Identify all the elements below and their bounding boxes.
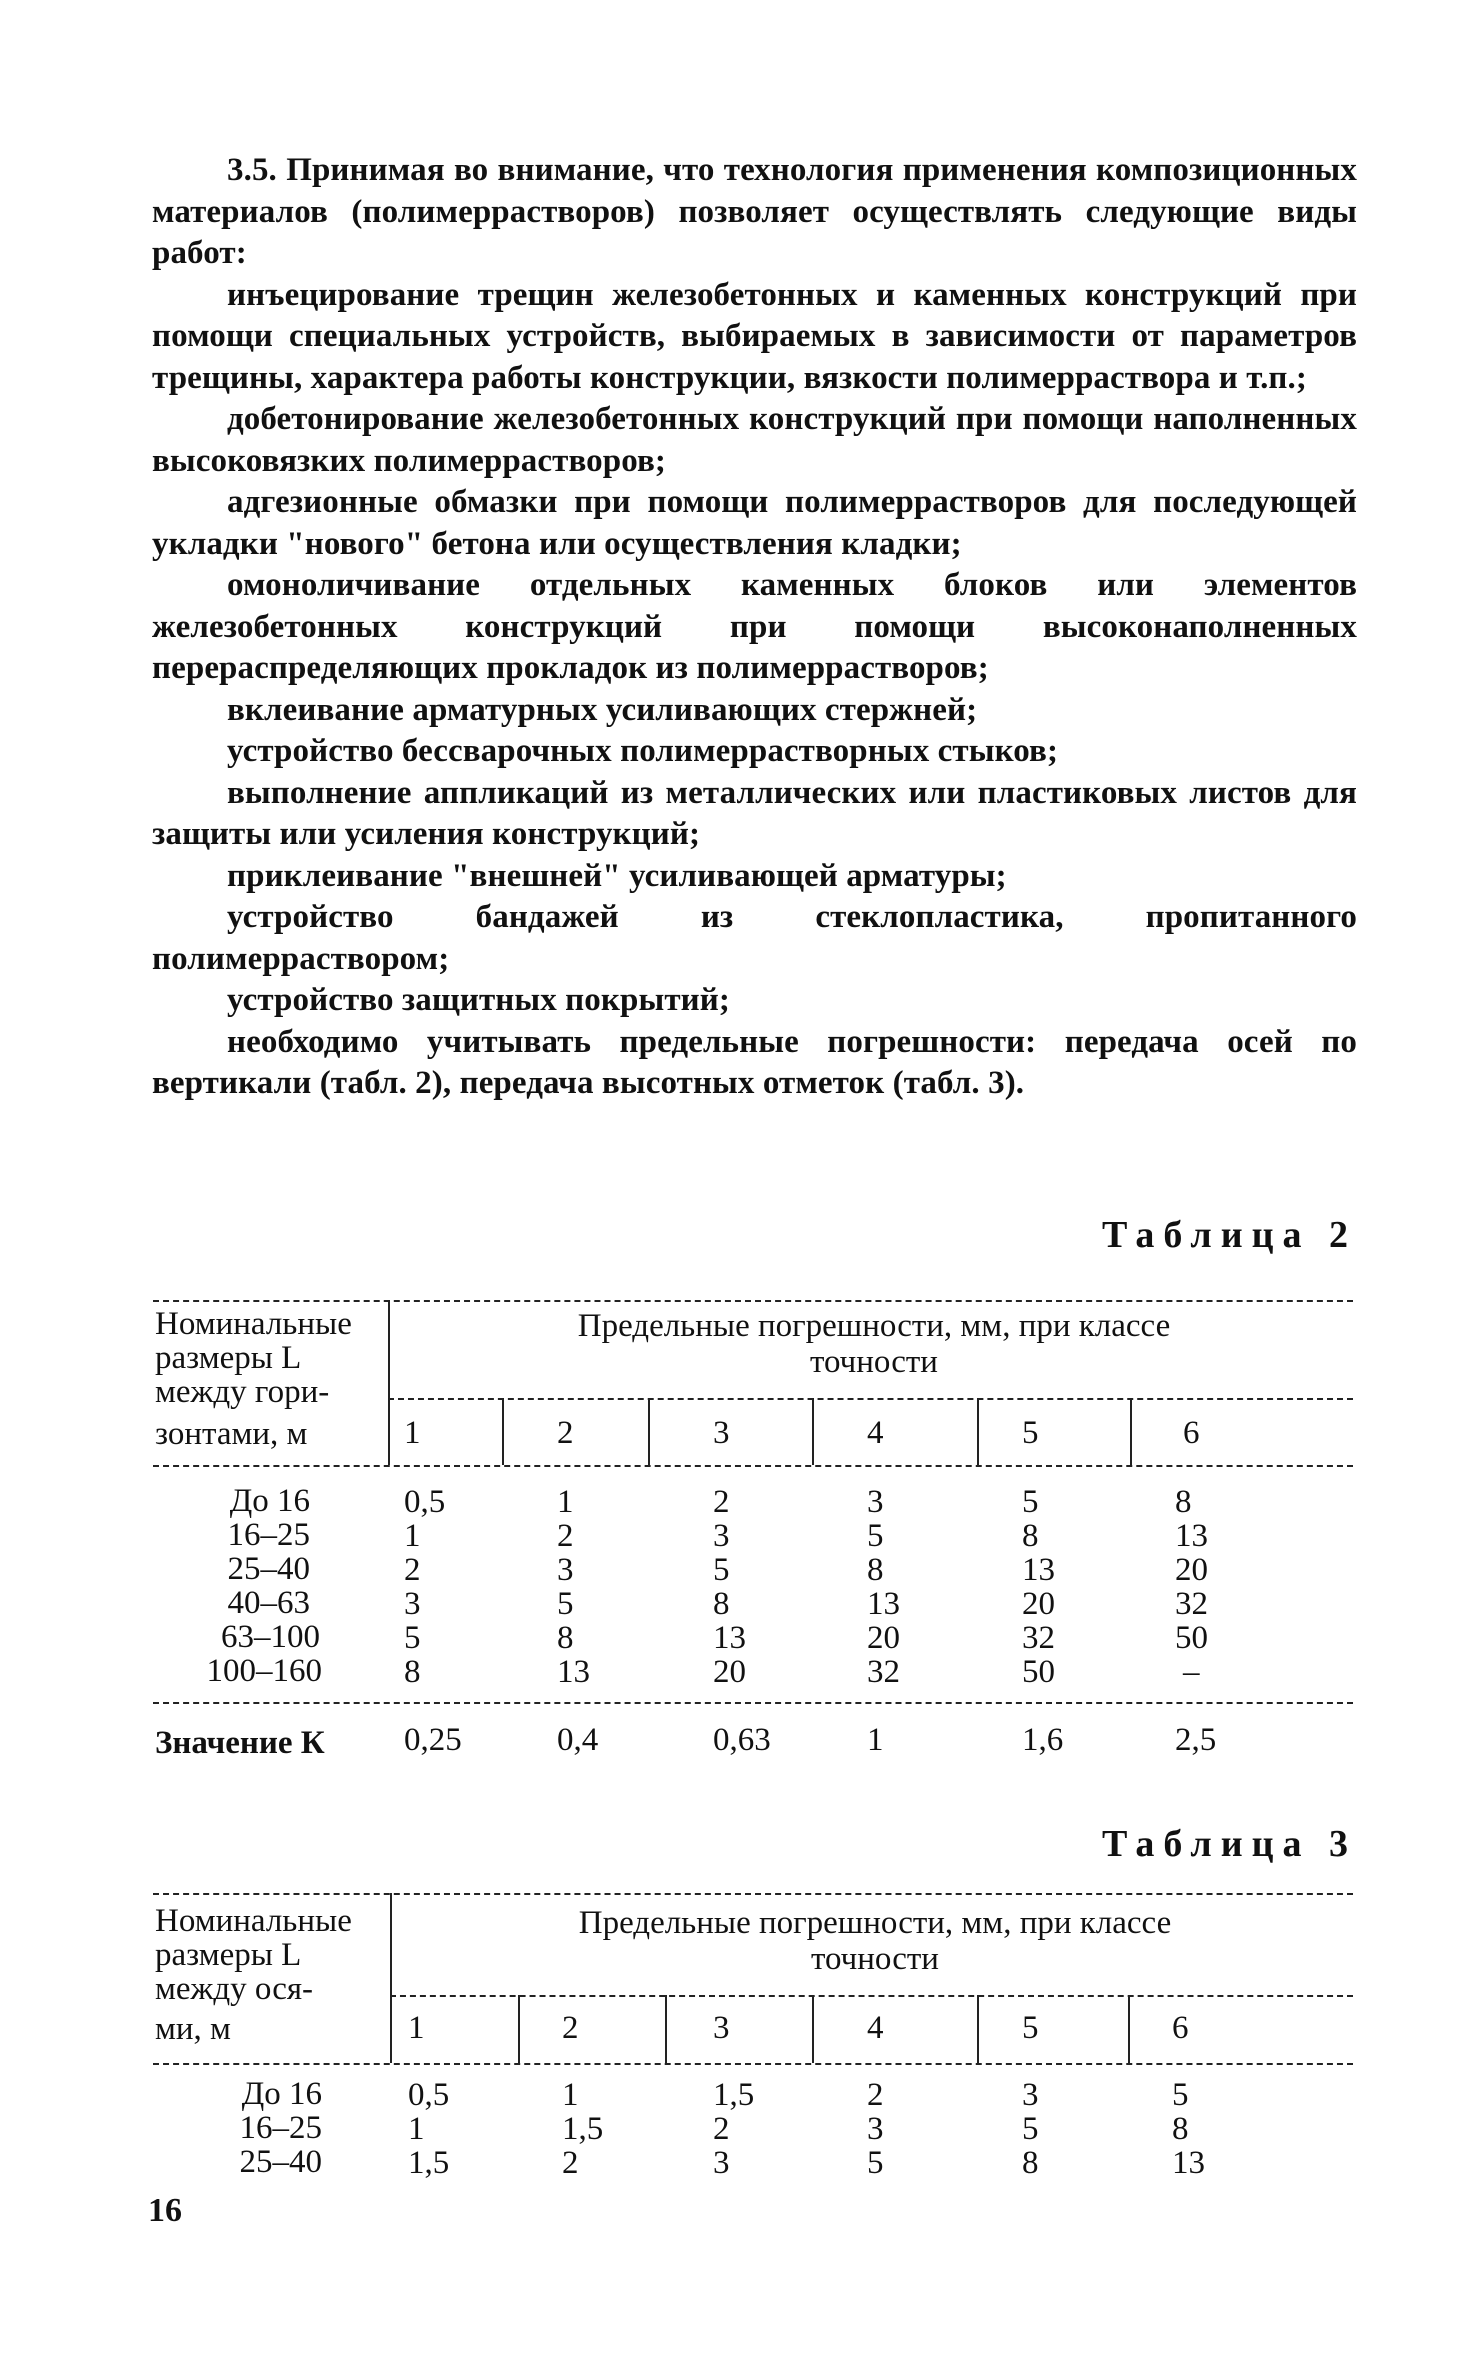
body-text xyxy=(152,150,1357,1105)
table2-span-header-line: точности xyxy=(810,1344,938,1380)
table3-cell: 2 xyxy=(867,2077,884,2113)
table3-col-divider xyxy=(812,1995,814,2063)
table2-cell: 20 xyxy=(713,1654,746,1690)
list-item: необходимо учитывать предельные погрешности: передача осей по вертикали (табл. 2), передача высотных отметок (табл. 3). xyxy=(152,1023,1357,1101)
table3-cell: 5 xyxy=(1022,2111,1039,2147)
table2-col-divider xyxy=(502,1398,504,1465)
table2-class-1: 1 xyxy=(404,1415,421,1451)
table3-col-divider xyxy=(665,1995,667,2063)
table3-col0-header-line: размеры L xyxy=(155,1937,302,1973)
table2-col0-header-line: Номинальные xyxy=(155,1306,352,1342)
table3-class-2: 2 xyxy=(562,2010,579,2046)
table2-cell: 8 xyxy=(557,1620,574,1656)
table3-span-header-line: точности xyxy=(811,1941,939,1977)
table3-header-divider xyxy=(390,1893,392,2063)
table2-col-divider xyxy=(648,1398,650,1465)
page-number: 16 xyxy=(148,2192,182,2229)
table3-col0-header-line: Номинальные xyxy=(155,1903,352,1939)
list-item: омоноличивание отдельных каменных блоков или элементов железобетонных конструкций при помощи высоконаполненных перераспределяющих прокладок из полимеррастворов; xyxy=(152,567,1357,686)
table2-cell: 8 xyxy=(1022,1518,1039,1554)
table3-cell: 5 xyxy=(1172,2077,1189,2113)
list-item: адгезионные обмазки при помощи полимеррастворов для последующей укладки "нового" бетона или осуществления кладки; xyxy=(152,484,1357,562)
table3-cell: 1,5 xyxy=(408,2145,450,2181)
table2-col-divider xyxy=(812,1398,814,1465)
table3-cell: 8 xyxy=(1172,2111,1189,2147)
table2-cell: 5 xyxy=(404,1620,421,1656)
list-item: устройство бандажей из стеклопластика, пропитанного полимерраствором; xyxy=(152,899,1357,977)
table2-cell: 2 xyxy=(557,1518,574,1554)
table2-cell: 32 xyxy=(1022,1620,1055,1656)
table3-class-rule xyxy=(390,1995,1353,1997)
table2-cell: 50 xyxy=(1175,1620,1208,1656)
table2-cell: 13 xyxy=(557,1654,590,1690)
table3-cell: 1,5 xyxy=(713,2077,755,2113)
section-intro: 3.5. Принимая во внимание, что технология применения композиционных материалов (полимеррастворов) позволяет осуществлять следующие виды работ: xyxy=(152,152,1357,271)
table2-cell: 2 xyxy=(713,1484,730,1520)
table3-header-rule xyxy=(153,2063,1353,2065)
table2-row-label: 25–40 xyxy=(227,1551,310,1587)
table2-cell: – xyxy=(1183,1654,1200,1690)
table3-span-header xyxy=(397,1905,1353,1977)
list-item: выполнение аппликаций из металлических или пластиковых листов для защиты или усиления конструкций; xyxy=(152,774,1357,852)
table2-k-rule xyxy=(153,1702,1353,1704)
table3-class-5: 5 xyxy=(1022,2010,1039,2046)
table2-caption: Таблица 2 xyxy=(1101,1214,1357,1256)
table2-cell: 2 xyxy=(404,1552,421,1588)
table2-cell: 5 xyxy=(1022,1484,1039,1520)
table2-cell: 5 xyxy=(557,1586,574,1622)
table2-cell: 13 xyxy=(1175,1518,1208,1554)
table3-cell: 1 xyxy=(408,2111,425,2147)
table2-row-label: До 16 xyxy=(229,1483,310,1519)
table2-cell: 1 xyxy=(557,1484,574,1520)
table3-row-label: До 16 xyxy=(241,2076,322,2112)
table2-class-rule xyxy=(388,1398,1353,1400)
table2-cell: 8 xyxy=(1175,1484,1192,1520)
table3-cell: 3 xyxy=(867,2111,884,2147)
table3-cell: 3 xyxy=(713,2145,730,2181)
list-item: устройство бессварочных полимеррастворных стыков; xyxy=(227,733,1059,769)
table3-cell: 2 xyxy=(562,2145,579,2181)
table2-cell: 5 xyxy=(867,1518,884,1554)
table2-col0-header-line: между гори- xyxy=(155,1374,330,1410)
table2-k-value: 1 xyxy=(867,1722,884,1758)
list-item: устройство защитных покрытий; xyxy=(227,982,730,1018)
table3-cell: 8 xyxy=(1022,2145,1039,2181)
table2-row-label: 40–63 xyxy=(227,1585,310,1621)
list-item: приклеивание "внешней" усиливающей арматуры; xyxy=(227,857,1007,894)
table2-top-rule xyxy=(153,1300,1353,1302)
table3-col0-header-line: между ося- xyxy=(155,1971,314,2007)
table2-cell: 3 xyxy=(557,1552,574,1588)
table2-cell: 50 xyxy=(1022,1654,1055,1690)
table2-row-label: 100–160 xyxy=(206,1653,322,1689)
table2-col0-header-line: размеры L xyxy=(155,1340,302,1376)
table2-cell: 3 xyxy=(713,1518,730,1554)
table2-span-header-line: Предельные погрешности, мм, при классе xyxy=(577,1308,1171,1344)
table2-header-rule xyxy=(153,1465,1353,1467)
table3-cell: 1,5 xyxy=(562,2111,604,2147)
table2-cell: 8 xyxy=(404,1654,421,1690)
table2-cell: 3 xyxy=(404,1586,421,1622)
table2-cell: 0,5 xyxy=(404,1484,446,1520)
table2-cell: 32 xyxy=(1175,1586,1208,1622)
table2-class-5: 5 xyxy=(1022,1415,1039,1451)
table3-caption: Таблица 3 xyxy=(1101,1823,1357,1865)
table3-top-rule xyxy=(153,1893,1353,1895)
table2-cell: 13 xyxy=(1022,1552,1055,1588)
table2-cell: 8 xyxy=(713,1586,730,1622)
list-item: инъецирование трещин железобетонных и каменных конструкций при помощи специальных устройств, выбираемых в зависимости от параметров трещины, характера работы конструкции, вязкости полимерраствора и т.п.; xyxy=(152,276,1357,396)
table2-cell: 3 xyxy=(867,1484,884,1520)
table3-class-4: 4 xyxy=(867,2010,884,2046)
table3-col-divider xyxy=(977,1995,979,2063)
table2-k-value: 0,63 xyxy=(713,1722,771,1758)
table3-class-1: 1 xyxy=(408,2010,425,2046)
table2-col-divider xyxy=(977,1398,979,1465)
table3-cell: 0,5 xyxy=(408,2077,450,2113)
table2-cell: 8 xyxy=(867,1552,884,1588)
table3-row-label: 16–25 xyxy=(239,2110,322,2146)
list-item: вклеивание арматурных усиливающих стержней; xyxy=(227,691,978,728)
list-item: добетонирование железобетонных конструкций при помощи наполненных высоковязких полимеррастворов; xyxy=(152,401,1357,479)
table2-cell: 20 xyxy=(1022,1586,1055,1622)
table2-span-header xyxy=(395,1308,1353,1380)
table2-cell: 20 xyxy=(867,1620,900,1656)
table3-class-6: 6 xyxy=(1172,2010,1189,2046)
table2-k-value: 1,6 xyxy=(1022,1722,1064,1758)
table3-cell: 5 xyxy=(867,2145,884,2181)
table2-k-value: 0,4 xyxy=(557,1722,599,1758)
table2-class-3: 3 xyxy=(713,1415,730,1451)
table3-cell: 13 xyxy=(1172,2145,1205,2181)
table2-cell: 13 xyxy=(713,1620,746,1656)
table2-cell: 13 xyxy=(867,1586,900,1622)
table2-row-label: 16–25 xyxy=(227,1517,310,1553)
table2-cell: 32 xyxy=(867,1654,900,1690)
table3-col0-header-line: ми, м xyxy=(155,2011,231,2047)
table3-span-header-line: Предельные погрешности, мм, при классе xyxy=(578,1905,1172,1941)
table3-col-divider xyxy=(1128,1995,1130,2063)
table3-cell: 2 xyxy=(713,2111,730,2147)
table3-cell: 1 xyxy=(562,2077,579,2113)
table2-k-value: 2,5 xyxy=(1175,1722,1217,1758)
table2-header-divider xyxy=(388,1300,390,1465)
table2-k-value: 0,25 xyxy=(404,1722,462,1758)
table2-col-divider xyxy=(1130,1398,1132,1465)
table2-cell: 1 xyxy=(404,1518,421,1554)
table2-col0-header-line: зонтами, м xyxy=(155,1416,308,1452)
table2-k-label: Значение К xyxy=(155,1725,325,1761)
table3-cell: 3 xyxy=(1022,2077,1039,2113)
table2-class-2: 2 xyxy=(557,1415,574,1451)
table2-cell: 20 xyxy=(1175,1552,1208,1588)
table2-cell: 5 xyxy=(713,1552,730,1588)
table2-row-label: 63–100 xyxy=(221,1619,320,1655)
table2-class-4: 4 xyxy=(867,1415,884,1451)
table2-class-6: 6 xyxy=(1183,1415,1200,1451)
table3-class-3: 3 xyxy=(713,2010,730,2046)
table3-col-divider xyxy=(518,1995,520,2063)
table3-row-label: 25–40 xyxy=(239,2144,322,2180)
